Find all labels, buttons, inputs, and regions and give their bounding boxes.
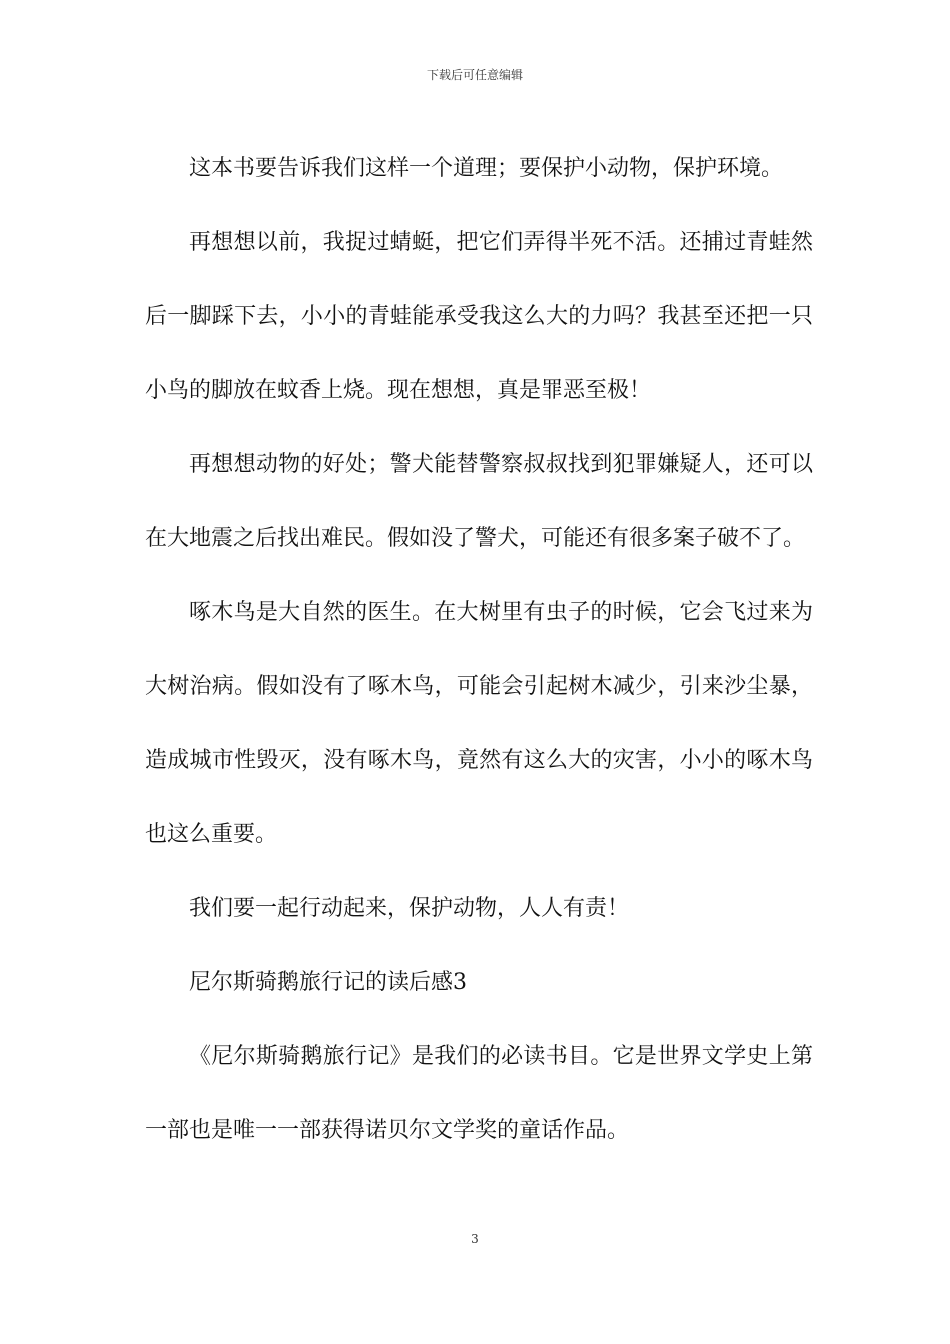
paragraph: 《尼尔斯骑鹅旅行记》是我们的必读书目。它是世界文学史上第一部也是唯一一部获得诺贝尔文学奖的童话作品。 — [145, 1044, 813, 1143]
page-header: 下载后可任意编辑 — [426, 68, 523, 82]
paragraph: 我们要一起行动起来，保护动物，人人有责！ — [189, 896, 630, 921]
paragraph: 啄木鸟是大自然的医生。在大树里有虫子的时候，它会飞过来为大树治病。假如没有了啄木鸟，可能会引起树木减少，引来沙尘暴，造成城市性毁灭，没有啄木鸟，竟然有这么大的灾害，小小的啄木鸟也这么重要。 — [145, 600, 813, 847]
paragraph: 再想想以前，我捉过蜻蜓，把它们弄得半死不活。还捕过青蛙然后一脚踩下去，小小的青蛙能承受我这么大的力吗？我甚至还把一只小鸟的脚放在蚊香上烧。现在想想，真是罪恶至极！ — [145, 230, 813, 403]
paragraph: 这本书要告诉我们这样一个道理；要保护小动物，保护环境。 — [189, 156, 784, 181]
paragraph: 再想想动物的好处；警犬能替警察叔叔找到犯罪嫌疑人，还可以在大地震之后找出难民。假如没了警犬，可能还有很多案子破不了。 — [145, 452, 813, 551]
document-body — [145, 132, 813, 1168]
page-number: 3 — [471, 1232, 479, 1246]
section-heading: 尼尔斯骑鹅旅行记的读后感3 — [189, 970, 467, 995]
